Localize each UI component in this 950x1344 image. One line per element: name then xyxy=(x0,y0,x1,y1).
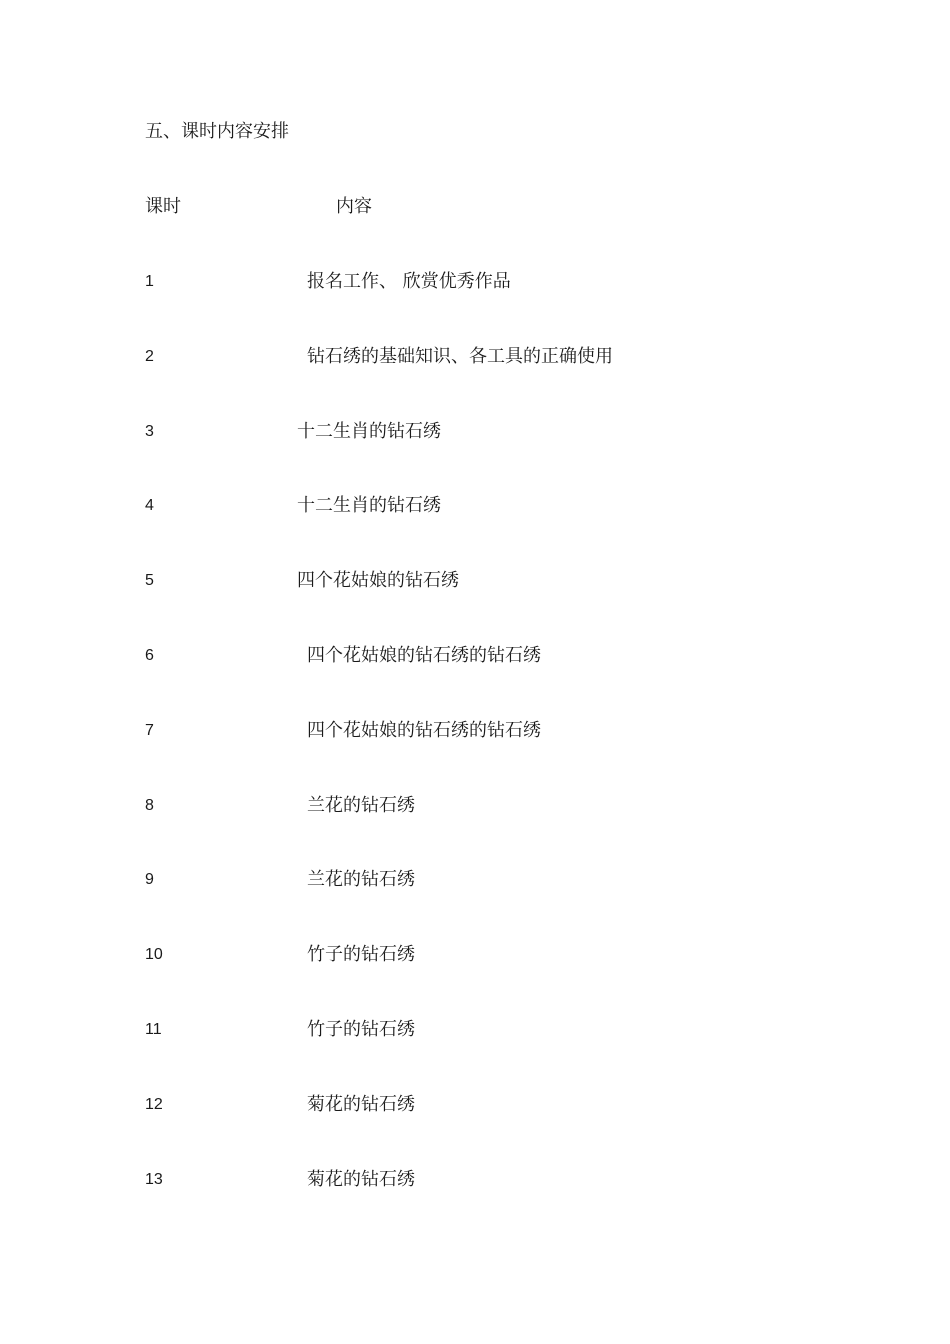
schedule-rows xyxy=(145,270,845,1242)
lesson-content: 四个花姑娘的钻石绣的钻石绣 xyxy=(307,719,541,741)
lesson-content: 四个花姑娘的钻石绣 xyxy=(297,570,459,592)
lesson-content: 钻石绣的基础知识、各工具的正确使用 xyxy=(307,345,613,367)
lesson-content: 报名工作、 欣赏优秀作品 xyxy=(307,271,511,292)
schedule-row xyxy=(145,569,845,644)
lesson-number: 8 xyxy=(145,796,154,814)
schedule-row xyxy=(145,345,845,420)
lesson-content: 菊花的钻石绣 xyxy=(307,1168,415,1190)
lesson-content: 菊花的钻石绣 xyxy=(307,1093,415,1115)
schedule-row xyxy=(145,868,845,943)
schedule-row xyxy=(145,943,845,1018)
schedule-row xyxy=(145,1018,845,1093)
lesson-number: 7 xyxy=(145,721,154,739)
lesson-number: 1 xyxy=(145,273,154,290)
schedule-row xyxy=(145,270,845,345)
schedule-header xyxy=(145,195,845,219)
lesson-number: 6 xyxy=(145,646,154,664)
lesson-number: 3 xyxy=(145,422,154,440)
schedule-row xyxy=(145,644,845,719)
lesson-content: 四个花姑娘的钻石绣的钻石绣 xyxy=(307,644,541,666)
lesson-content: 竹子的钻石绣 xyxy=(307,944,415,966)
lesson-number: 13 xyxy=(145,1170,163,1188)
lesson-number: 2 xyxy=(145,347,154,365)
lesson-content: 竹子的钻石绣 xyxy=(307,1018,415,1040)
lesson-number: 10 xyxy=(145,946,163,964)
schedule-row xyxy=(145,1168,845,1243)
header-lesson: 课时 xyxy=(145,196,181,217)
lesson-number: 4 xyxy=(145,497,154,515)
lesson-content: 十二生肖的钻石绣 xyxy=(297,420,441,442)
lesson-number: 5 xyxy=(145,572,154,590)
schedule-row xyxy=(145,719,845,794)
header-content: 内容 xyxy=(336,196,372,217)
lesson-number: 12 xyxy=(145,1095,163,1113)
schedule-row xyxy=(145,794,845,869)
lesson-number: 11 xyxy=(145,1020,162,1038)
lesson-content: 十二生肖的钻石绣 xyxy=(297,495,441,517)
schedule-row xyxy=(145,494,845,569)
section-title: 五、课时内容安排 xyxy=(145,121,289,142)
lesson-content: 兰花的钻石绣 xyxy=(307,794,415,816)
schedule-row xyxy=(145,420,845,495)
lesson-number: 9 xyxy=(145,871,154,889)
schedule-row xyxy=(145,1093,845,1168)
lesson-content: 兰花的钻石绣 xyxy=(307,869,415,891)
